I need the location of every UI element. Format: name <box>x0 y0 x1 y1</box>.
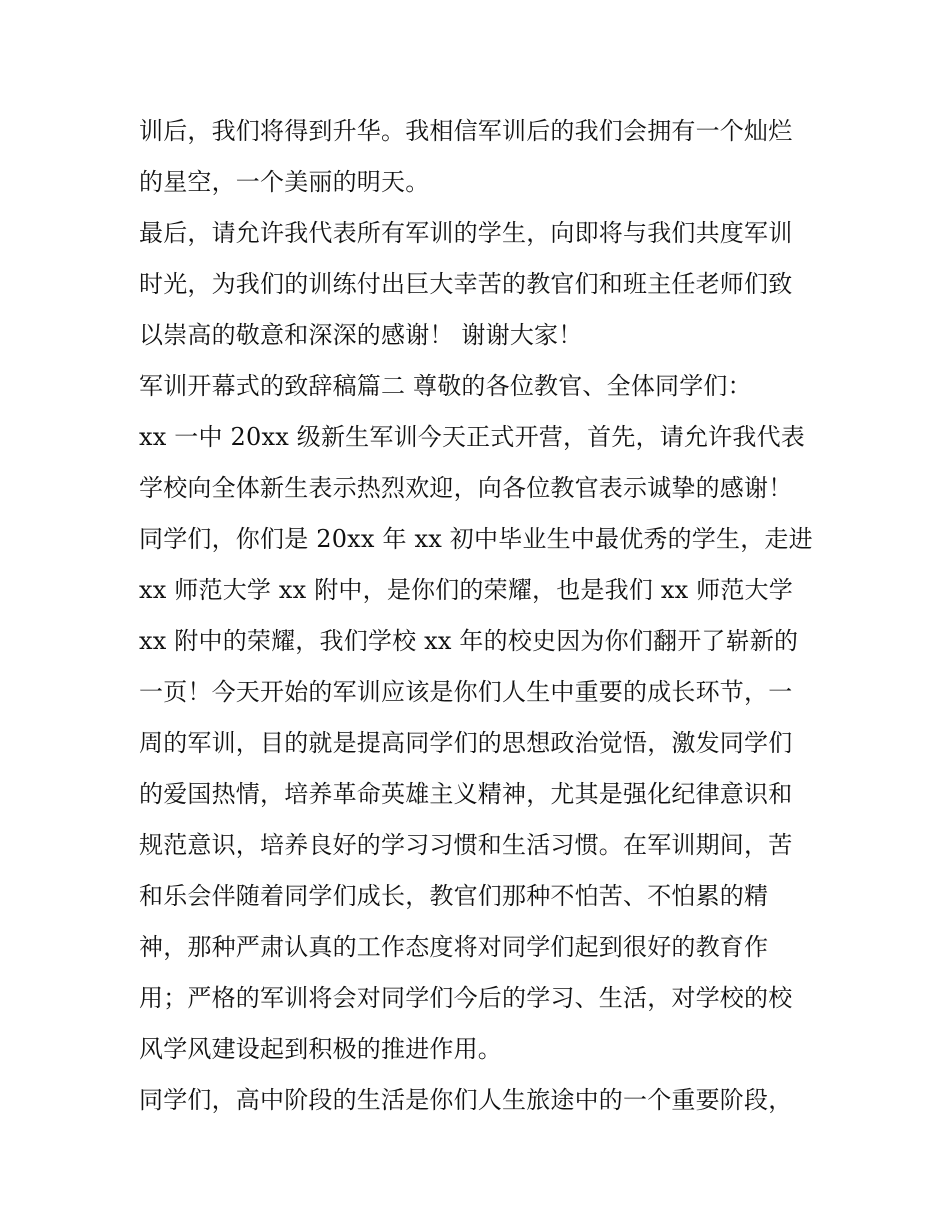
text-line: 最后，请允许我代表所有军训的学生，向即将与我们共度军训 <box>139 219 793 247</box>
text-line: 时光，为我们的训练付出巨大幸苦的教官们和班主任老师们致 <box>139 270 793 298</box>
text-line: 同学们，高中阶段的生活是你们人生旅途中的一个重要阶段， <box>139 1086 793 1114</box>
text-line: 用；严格的军训将会对同学们今后的学习、生活，对学校的校 <box>139 984 793 1012</box>
text-line: 训后，我们将得到升华。我相信军训后的我们会拥有一个灿烂 <box>139 117 793 145</box>
text-line: xx 一中 20xx 级新生军训今天正式开营，首先，请允许我代表 <box>139 423 805 451</box>
text-line: 学校向全体新生表示热烈欢迎，向各位教官表示诚挚的感谢！ <box>139 474 793 502</box>
text-line: 以崇高的敬意和深深的感谢！ 谢谢大家！ <box>139 321 583 349</box>
text-line: 和乐会伴随着同学们成长，教官们那种不怕苦、不怕累的精 <box>139 882 769 910</box>
document-body <box>139 106 819 1126</box>
section-heading-line: 军训开幕式的致辞稿篇二 尊敬的各位教官、全体同学们： <box>139 372 752 400</box>
text-line: 的星空，一个美丽的明天。 <box>139 168 430 196</box>
text-line: 规范意识，培养良好的学习习惯和生活习惯。在军训期间，苦 <box>139 831 793 859</box>
text-line: 同学们，你们是 20xx 年 xx 初中毕业生中最优秀的学生，走进 <box>139 525 813 553</box>
text-line: 周的军训，目的就是提高同学们的思想政治觉悟，激发同学们 <box>139 729 793 757</box>
text-line: xx 附中的荣耀，我们学校 xx 年的校史因为你们翻开了崭新的 <box>139 627 799 655</box>
text-line: 风学风建设起到积极的推进作用。 <box>139 1035 502 1063</box>
text-line: 的爱国热情，培养革命英雄主义精神，尤其是强化纪律意识和 <box>139 780 793 808</box>
text-line: 神，那种严肃认真的工作态度将对同学们起到很好的教育作 <box>139 933 769 961</box>
text-line: xx 师范大学 xx 附中，是你们的荣耀，也是我们 xx 师范大学 <box>139 576 793 604</box>
text-line: 一页！今天开始的军训应该是你们人生中重要的成长环节，一 <box>139 678 793 706</box>
